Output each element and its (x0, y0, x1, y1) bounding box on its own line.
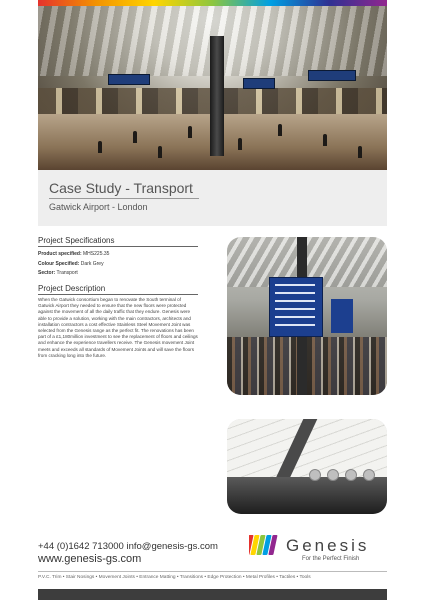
description-divider (38, 294, 198, 295)
website-url[interactable]: www.genesis-gs.com (38, 553, 142, 565)
specifications-divider (38, 246, 198, 247)
services-list: P.V.C. Trim • Stair Nosings • Movement Joints • Entrance Matting • Transitions • Edge Protection • Metal Profiles • Tactiles • Tools (38, 575, 311, 580)
photo-movement-joint (227, 419, 387, 514)
genesis-logo-text: Genesis (286, 536, 370, 555)
contact-phone-email: +44 (0)1642 713000 info@genesis-gs.com (38, 541, 218, 552)
page-subtitle: Gatwick Airport - London (49, 202, 148, 212)
logo-tagline: For the Perfect Finish (302, 556, 360, 562)
description-heading: Project Description (38, 284, 106, 293)
spec-colour: Colour Specified: Dark Grey (38, 261, 104, 267)
description-body: When the Gatwick consortium began to renovate the South terminal of Gatwick Airport they needed to ensure that the new floors were protected against the movement of all the daily traffic that they endure. Genesis were able to provide a solution, working with the main contractors, architects and installation contractors a cost effective Stainless Steel Movement Joint was selected from the Genesis range as the perfect fit. The renovations has been part of a £1,180million investment to see the replacement of floors and ceilings and enhance the experience travellers receive. The Genesis movement Joint meets and exceeds all standards of Movement Joints and will save the floors from cracking long into the future. (38, 297, 198, 358)
spec-product: Product specified: MHS225.35 (38, 251, 110, 257)
photo-airport-signage (227, 237, 387, 395)
spec-sector: Sector: Transport (38, 270, 78, 276)
hero-photo-airport-concourse (38, 6, 387, 170)
title-divider (49, 198, 199, 199)
footer-bar (38, 589, 387, 600)
title-box (38, 170, 387, 226)
footer-divider (38, 571, 387, 572)
genesis-logo-icon (249, 533, 279, 559)
page-title: Case Study - Transport (49, 180, 193, 196)
specifications-heading: Project Specifications (38, 236, 115, 245)
